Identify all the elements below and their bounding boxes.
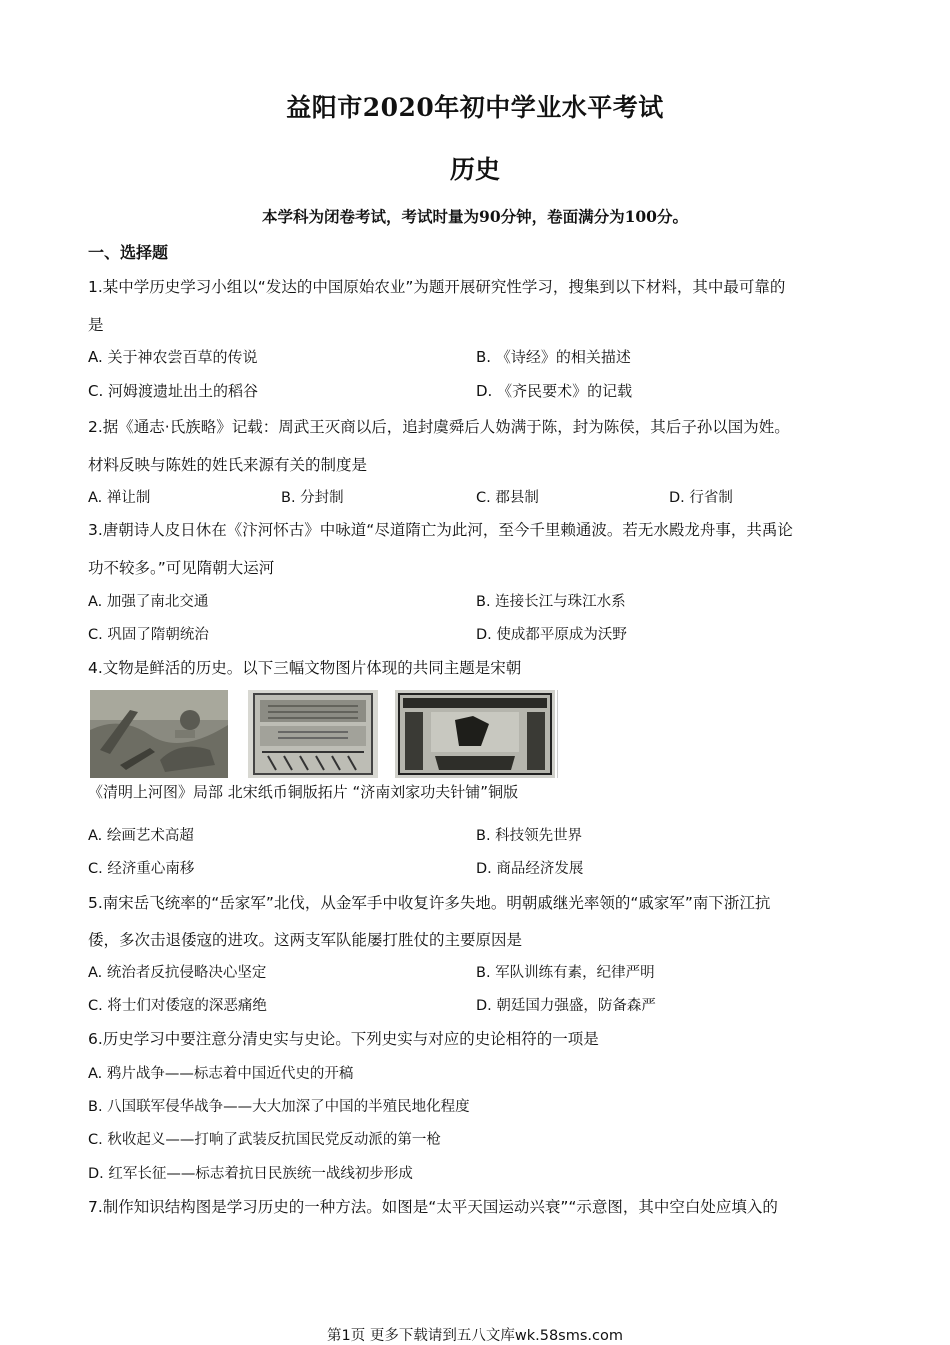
q5-option-c: C. 将士们对倭寇的深恶痛绝 (88, 998, 267, 1014)
q3-option-c: C. 巩固了隋朝统治 (88, 627, 209, 643)
q2-option-d: D. 行省制 (669, 490, 733, 506)
question-7-stem: 7.制作知识结构图是学习历史的一种方法。如图是“太平天国运动兴衰”“示意图，其中空白处应填入的 (88, 1198, 778, 1216)
bronze-plate-image (395, 690, 555, 778)
page-footer: 第1页 更多下载请到五八文库wk.58sms.com (327, 1328, 623, 1344)
q1-option-a: A. 关于神农尝百草的传说 (88, 348, 258, 366)
question-2-stem: 2.据《通志·氏族略》记载：周武王灭商以后，追封虞舜后人妫满于陈，封为陈侯，其后子孙以国为姓。 (88, 418, 790, 436)
artifact-caption: 《清明上河图》局部 北宋纸币铜版拓片 “济南刘家功夫针铺”铜版 (88, 783, 519, 801)
artifact-images (90, 690, 558, 778)
q4-option-a: A. 绘画艺术高超 (88, 828, 194, 844)
q6-option-c: C. 秋收起义——打响了武装反抗国民党反动派的第一枪 (88, 1132, 441, 1148)
q1-option-d: D. 《齐民要术》的记载 (476, 382, 633, 400)
q1-option-b: B. 《诗经》的相关描述 (476, 348, 631, 366)
question-3-stem: 3.唐朝诗人皮日休在《汴河怀古》中咏道“尽道隋亡为此河，至今千里赖通波。若无水殿龙舟事，共禹论 (88, 521, 793, 539)
question-1-stem: 1.某中学历史学习小组以“发达的中国原始农业”为题开展研究性学习，搜集到以下材料，其中最可靠的 (88, 278, 786, 296)
question-4-stem: 4.文物是鲜活的历史。以下三幅文物图片体现的共同主题是宋朝 (88, 659, 522, 677)
painting-image (90, 690, 228, 778)
question-6-stem: 6.历史学习中要注意分清史实与史论。下列史实与对应的史论相符的一项是 (88, 1030, 599, 1048)
paper-money-image (248, 690, 378, 778)
exam-title: 益阳市2020年初中学业水平考试 (286, 93, 664, 122)
q4-option-b: B. 科技领先世界 (476, 828, 583, 844)
q6-option-b: B. 八国联军侵华战争——大大加深了中国的半殖民地化程度 (88, 1099, 470, 1115)
q2-option-c: C. 郡县制 (476, 490, 539, 506)
q4-option-c: C. 经济重心南移 (88, 861, 195, 877)
section-heading: 一、选择题 (88, 243, 169, 262)
question-2-stem-cont: 材料反映与陈姓的姓氏来源有关的制度是 (88, 456, 368, 474)
q5-option-b: B. 军队训练有素，纪律严明 (476, 965, 655, 981)
question-5-stem: 5.南宋岳飞统率的“岳家军”北伐，从金军手中收复许多失地。明朝戚继光率领的“戚家军”南下浙江抗 (88, 894, 771, 912)
question-5-stem-cont: 倭，多次击退倭寇的进攻。这两支军队能屡打胜仗的主要原因是 (88, 931, 523, 949)
q3-option-a: A. 加强了南北交通 (88, 594, 209, 610)
q6-option-a: A. 鸦片战争——标志着中国近代史的开稿 (88, 1066, 354, 1082)
q2-option-b: B. 分封制 (281, 490, 344, 506)
question-3-stem-cont: 功不较多。”可见隋朝大运河 (88, 559, 275, 577)
q5-option-d: D. 朝廷国力强盛，防备森严 (476, 998, 656, 1014)
q5-option-a: A. 统治者反抗侵略决心坚定 (88, 965, 267, 981)
exam-instructions: 本学科为闭卷考试，考试时量为90分钟，卷面满分为100分。 (262, 207, 688, 226)
q3-option-d: D. 使成都平原成为沃野 (476, 627, 627, 643)
subject-title: 历史 (449, 155, 500, 184)
q1-option-c: C. 河姆渡遗址出土的稻谷 (88, 382, 259, 400)
q2-option-a: A. 禅让制 (88, 490, 151, 506)
q3-option-b: B. 连接长江与珠江水系 (476, 594, 626, 610)
q6-option-d: D. 红军长征——标志着抗日民族统一战线初步形成 (88, 1166, 413, 1182)
question-1-stem-cont: 是 (88, 316, 104, 334)
q4-option-d: D. 商品经济发展 (476, 861, 584, 877)
